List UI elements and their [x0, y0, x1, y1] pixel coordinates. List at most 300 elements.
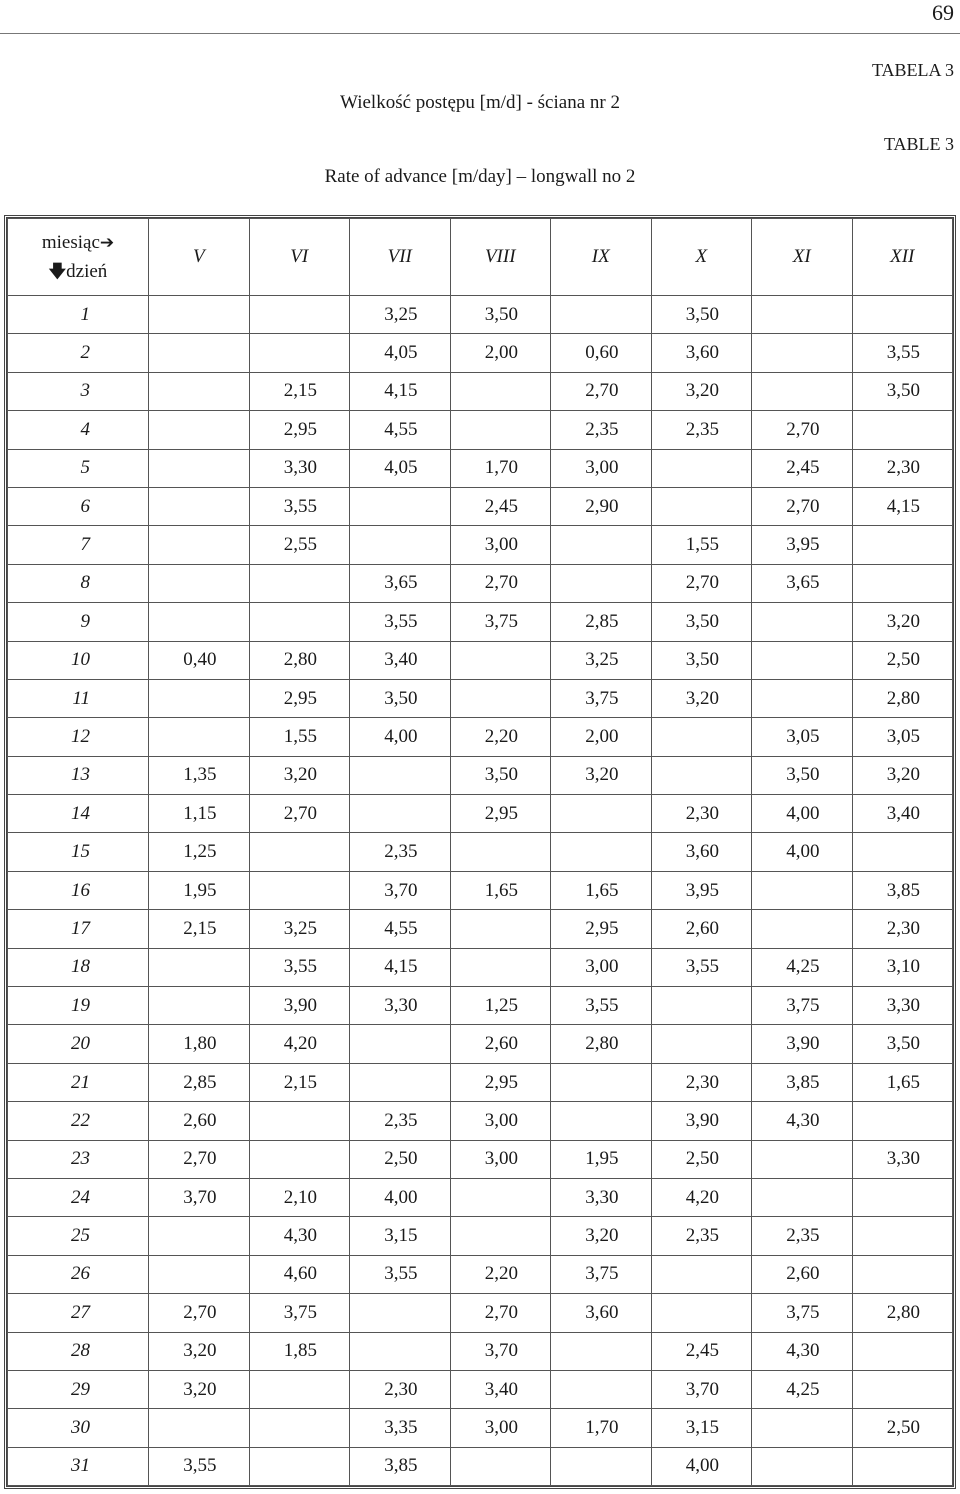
value-cell: 3,40 — [350, 641, 451, 679]
value-cell — [350, 1332, 451, 1370]
day-cell: 13 — [8, 756, 149, 794]
value-cell: 1,25 — [149, 833, 250, 871]
page-number: 69 — [932, 0, 954, 25]
table-row — [8, 1409, 953, 1447]
month-header-cell: XII — [852, 219, 953, 296]
day-cell: 20 — [8, 1025, 149, 1063]
value-cell: 4,00 — [752, 833, 853, 871]
day-cell: 15 — [8, 833, 149, 871]
value-cell: 3,75 — [752, 987, 853, 1025]
value-cell: 2,50 — [852, 1409, 953, 1447]
value-cell: 3,50 — [651, 296, 752, 334]
day-cell: 2 — [8, 334, 149, 372]
table-row — [8, 372, 953, 410]
value-cell — [551, 1063, 652, 1101]
value-cell: 3,85 — [752, 1063, 853, 1101]
value-cell: 2,35 — [651, 1217, 752, 1255]
value-cell: 4,30 — [249, 1217, 350, 1255]
value-cell — [450, 1217, 551, 1255]
value-cell: 3,70 — [651, 1370, 752, 1408]
value-cell: 3,75 — [551, 1255, 652, 1293]
table-row — [8, 1140, 953, 1178]
value-cell — [651, 449, 752, 487]
value-cell: 3,25 — [350, 296, 451, 334]
value-cell: 3,60 — [551, 1294, 652, 1332]
value-cell — [350, 795, 451, 833]
value-cell: 2,60 — [149, 1102, 250, 1140]
day-cell: 18 — [8, 948, 149, 986]
value-cell: 2,50 — [852, 641, 953, 679]
value-cell: 1,70 — [450, 449, 551, 487]
value-cell: 4,55 — [350, 411, 451, 449]
value-cell: 1,35 — [149, 756, 250, 794]
value-cell: 3,70 — [350, 871, 451, 909]
table-row — [8, 1063, 953, 1101]
value-cell: 2,30 — [350, 1370, 451, 1408]
value-cell: 1,95 — [149, 871, 250, 909]
table-row — [8, 449, 953, 487]
value-cell — [752, 679, 853, 717]
value-cell: 3,55 — [651, 948, 752, 986]
value-cell — [350, 1025, 451, 1063]
value-cell: 3,20 — [651, 372, 752, 410]
day-cell: 4 — [8, 411, 149, 449]
value-cell — [651, 987, 752, 1025]
value-cell: 2,45 — [450, 487, 551, 525]
value-cell: 4,25 — [752, 1370, 853, 1408]
day-cell: 24 — [8, 1178, 149, 1216]
value-cell: 3,50 — [852, 1025, 953, 1063]
value-cell: 4,60 — [249, 1255, 350, 1293]
value-cell — [149, 679, 250, 717]
table-row — [8, 1332, 953, 1370]
value-cell — [551, 296, 652, 334]
value-cell — [752, 910, 853, 948]
value-cell: 2,50 — [651, 1140, 752, 1178]
value-cell — [249, 564, 350, 602]
table-row — [8, 1217, 953, 1255]
month-label: miesiąc — [41, 231, 100, 253]
value-cell — [249, 871, 350, 909]
value-cell: 2,70 — [149, 1140, 250, 1178]
day-cell: 29 — [8, 1370, 149, 1408]
value-cell: 3,20 — [852, 603, 953, 641]
table-row — [8, 871, 953, 909]
value-cell: 3,10 — [852, 948, 953, 986]
arrow-down-icon: 🡇 — [48, 262, 67, 282]
value-cell — [350, 756, 451, 794]
arrow-right-icon: ➔ — [99, 232, 115, 253]
value-cell: 2,45 — [651, 1332, 752, 1370]
value-cell: 3,70 — [450, 1332, 551, 1370]
day-cell: 25 — [8, 1217, 149, 1255]
value-cell: 4,55 — [350, 910, 451, 948]
day-cell: 1 — [8, 296, 149, 334]
value-cell: 1,65 — [551, 871, 652, 909]
value-cell: 3,20 — [149, 1332, 250, 1370]
value-cell: 2,80 — [852, 1294, 953, 1332]
value-cell: 1,70 — [551, 1409, 652, 1447]
value-cell: 3,50 — [651, 641, 752, 679]
value-cell: 4,30 — [752, 1332, 853, 1370]
value-cell: 4,00 — [350, 1178, 451, 1216]
value-cell: 3,00 — [450, 1140, 551, 1178]
day-cell: 8 — [8, 564, 149, 602]
value-cell: 2,15 — [149, 910, 250, 948]
value-cell — [852, 1370, 953, 1408]
value-cell: 3,20 — [551, 1217, 652, 1255]
value-cell: 4,25 — [752, 948, 853, 986]
value-cell — [651, 718, 752, 756]
value-cell: 1,65 — [450, 871, 551, 909]
value-cell: 3,85 — [852, 871, 953, 909]
value-cell: 3,30 — [249, 449, 350, 487]
value-cell — [852, 1332, 953, 1370]
value-cell: 3,90 — [249, 987, 350, 1025]
value-cell: 3,55 — [551, 987, 652, 1025]
value-cell — [651, 1255, 752, 1293]
table-row — [8, 1294, 953, 1332]
table-row — [8, 795, 953, 833]
value-cell: 3,30 — [350, 987, 451, 1025]
value-cell: 4,05 — [350, 449, 451, 487]
day-cell: 5 — [8, 449, 149, 487]
value-cell — [149, 372, 250, 410]
value-cell: 1,80 — [149, 1025, 250, 1063]
value-cell — [249, 833, 350, 871]
value-cell: 4,00 — [752, 795, 853, 833]
value-cell: 2,20 — [450, 1255, 551, 1293]
value-cell — [149, 1409, 250, 1447]
value-cell: 4,15 — [350, 372, 451, 410]
day-cell: 10 — [8, 641, 149, 679]
value-cell — [752, 296, 853, 334]
value-cell: 4,05 — [350, 334, 451, 372]
value-cell — [350, 526, 451, 564]
day-cell: 3 — [8, 372, 149, 410]
value-cell — [450, 948, 551, 986]
value-cell: 2,35 — [551, 411, 652, 449]
value-cell — [249, 1140, 350, 1178]
value-cell: 2,70 — [651, 564, 752, 602]
value-cell — [852, 1178, 953, 1216]
value-cell: 1,55 — [651, 526, 752, 564]
value-cell — [551, 1332, 652, 1370]
value-cell — [651, 756, 752, 794]
value-cell — [350, 1294, 451, 1332]
month-header-cell: VII — [350, 219, 451, 296]
month-header-cell: VIII — [450, 219, 551, 296]
value-cell — [249, 1370, 350, 1408]
table-body — [8, 296, 953, 1486]
value-cell — [651, 487, 752, 525]
day-cell: 26 — [8, 1255, 149, 1293]
value-cell — [149, 296, 250, 334]
value-cell: 3,25 — [551, 641, 652, 679]
value-cell — [450, 641, 551, 679]
table-row — [8, 564, 953, 602]
value-cell: 3,55 — [852, 334, 953, 372]
table-row — [8, 1102, 953, 1140]
value-cell: 3,75 — [551, 679, 652, 717]
day-cell: 6 — [8, 487, 149, 525]
value-cell — [249, 1447, 350, 1485]
value-cell — [551, 1102, 652, 1140]
value-cell — [249, 1409, 350, 1447]
value-cell: 2,60 — [651, 910, 752, 948]
table-row — [8, 679, 953, 717]
day-cell: 7 — [8, 526, 149, 564]
value-cell: 3,85 — [350, 1447, 451, 1485]
value-cell: 2,70 — [450, 564, 551, 602]
value-cell: 2,35 — [752, 1217, 853, 1255]
corner-header-cell — [8, 219, 149, 296]
value-cell: 3,20 — [249, 756, 350, 794]
value-cell — [551, 1370, 652, 1408]
value-cell — [450, 910, 551, 948]
value-cell: 2,15 — [249, 1063, 350, 1101]
value-cell — [149, 487, 250, 525]
value-cell — [651, 1025, 752, 1063]
value-cell: 3,75 — [450, 603, 551, 641]
value-cell: 4,20 — [651, 1178, 752, 1216]
value-cell: 3,65 — [350, 564, 451, 602]
tabela-label: TABELA 3 — [871, 60, 954, 80]
value-cell: 3,90 — [651, 1102, 752, 1140]
value-cell: 2,30 — [651, 795, 752, 833]
value-cell — [752, 1409, 853, 1447]
value-cell — [551, 526, 652, 564]
value-cell: 2,95 — [450, 1063, 551, 1101]
value-cell — [249, 603, 350, 641]
day-cell: 11 — [8, 679, 149, 717]
value-cell — [149, 564, 250, 602]
value-cell — [149, 449, 250, 487]
value-cell: 2,30 — [651, 1063, 752, 1101]
value-cell — [249, 1102, 350, 1140]
value-cell: 3,75 — [752, 1294, 853, 1332]
value-cell: 3,50 — [651, 603, 752, 641]
month-header-cell: X — [651, 219, 752, 296]
month-header-cell: IX — [551, 219, 652, 296]
table-row — [8, 1447, 953, 1485]
value-cell: 2,70 — [249, 795, 350, 833]
value-cell: 4,20 — [249, 1025, 350, 1063]
value-cell — [249, 334, 350, 372]
value-cell: 3,60 — [651, 334, 752, 372]
value-cell: 2,35 — [350, 833, 451, 871]
value-cell: 0,40 — [149, 641, 250, 679]
day-header — [8, 257, 148, 286]
table-row — [8, 948, 953, 986]
value-cell: 2,95 — [249, 679, 350, 717]
value-cell — [852, 1447, 953, 1485]
value-cell: 2,95 — [249, 411, 350, 449]
value-cell: 2,00 — [551, 718, 652, 756]
header-rule — [0, 33, 960, 34]
value-cell: 2,85 — [149, 1063, 250, 1101]
value-cell — [350, 1063, 451, 1101]
value-cell: 3,35 — [350, 1409, 451, 1447]
value-cell: 3,50 — [450, 756, 551, 794]
value-cell: 1,25 — [450, 987, 551, 1025]
value-cell — [551, 795, 652, 833]
value-cell — [752, 603, 853, 641]
value-cell: 3,90 — [752, 1025, 853, 1063]
value-cell — [450, 1447, 551, 1485]
value-cell — [249, 296, 350, 334]
month-header — [8, 228, 148, 257]
value-cell: 3,20 — [852, 756, 953, 794]
value-cell: 3,50 — [350, 679, 451, 717]
table-row — [8, 910, 953, 948]
value-cell: 3,05 — [752, 718, 853, 756]
value-cell — [752, 334, 853, 372]
day-cell: 19 — [8, 987, 149, 1025]
table-row — [8, 487, 953, 525]
data-table-frame — [4, 215, 956, 1489]
value-cell — [852, 1255, 953, 1293]
value-cell: 3,15 — [651, 1409, 752, 1447]
value-cell: 3,55 — [249, 487, 350, 525]
value-cell: 2,95 — [450, 795, 551, 833]
value-cell: 3,70 — [149, 1178, 250, 1216]
value-cell — [450, 1178, 551, 1216]
table-row — [8, 1255, 953, 1293]
month-header-cell: XI — [752, 219, 853, 296]
value-cell: 3,00 — [551, 449, 652, 487]
value-cell: 2,35 — [350, 1102, 451, 1140]
value-cell: 2,55 — [249, 526, 350, 564]
value-cell: 3,30 — [852, 987, 953, 1025]
day-cell: 9 — [8, 603, 149, 641]
value-cell — [852, 833, 953, 871]
value-cell: 0,60 — [551, 334, 652, 372]
value-cell: 2,60 — [450, 1025, 551, 1063]
value-cell: 3,40 — [852, 795, 953, 833]
value-cell: 2,10 — [249, 1178, 350, 1216]
title-polish: Wielkość postępu [m/d] - ściana nr 2 — [340, 92, 620, 113]
value-cell: 1,65 — [852, 1063, 953, 1101]
value-cell: 4,15 — [852, 487, 953, 525]
value-cell: 2,30 — [852, 910, 953, 948]
value-cell: 2,50 — [350, 1140, 451, 1178]
day-cell: 17 — [8, 910, 149, 948]
value-cell — [149, 603, 250, 641]
value-cell: 1,55 — [249, 718, 350, 756]
value-cell: 2,80 — [551, 1025, 652, 1063]
value-cell: 3,30 — [852, 1140, 953, 1178]
value-cell — [551, 1447, 652, 1485]
day-cell: 31 — [8, 1447, 149, 1485]
value-cell — [149, 1255, 250, 1293]
value-cell: 3,15 — [350, 1217, 451, 1255]
day-cell: 14 — [8, 795, 149, 833]
value-cell: 2,20 — [450, 718, 551, 756]
value-cell — [551, 833, 652, 871]
day-cell: 22 — [8, 1102, 149, 1140]
day-cell: 27 — [8, 1294, 149, 1332]
value-cell: 3,50 — [450, 296, 551, 334]
value-cell: 3,55 — [350, 603, 451, 641]
value-cell: 2,90 — [551, 487, 652, 525]
value-cell — [651, 1294, 752, 1332]
value-cell — [752, 871, 853, 909]
value-cell: 2,15 — [249, 372, 350, 410]
value-cell: 3,00 — [551, 948, 652, 986]
value-cell: 3,20 — [651, 679, 752, 717]
value-cell — [752, 1140, 853, 1178]
value-cell: 2,95 — [551, 910, 652, 948]
value-cell — [149, 526, 250, 564]
value-cell — [149, 1217, 250, 1255]
value-cell — [450, 833, 551, 871]
value-cell: 3,50 — [752, 756, 853, 794]
table-row — [8, 411, 953, 449]
value-cell — [450, 411, 551, 449]
value-cell: 3,95 — [651, 871, 752, 909]
value-cell — [149, 411, 250, 449]
table-row — [8, 526, 953, 564]
value-cell: 2,70 — [752, 411, 853, 449]
value-cell — [852, 1102, 953, 1140]
value-cell — [752, 372, 853, 410]
day-cell: 16 — [8, 871, 149, 909]
day-cell: 12 — [8, 718, 149, 756]
table-row — [8, 833, 953, 871]
table-label: TABLE 3 — [883, 134, 954, 154]
value-cell — [752, 1178, 853, 1216]
day-cell: 30 — [8, 1409, 149, 1447]
value-cell: 3,40 — [450, 1370, 551, 1408]
value-cell: 3,95 — [752, 526, 853, 564]
value-cell: 2,60 — [752, 1255, 853, 1293]
value-cell: 2,80 — [852, 679, 953, 717]
table-row — [8, 1025, 953, 1063]
value-cell: 3,55 — [149, 1447, 250, 1485]
value-cell: 3,20 — [551, 756, 652, 794]
table-row — [8, 1370, 953, 1408]
value-cell: 1,95 — [551, 1140, 652, 1178]
value-cell — [752, 1447, 853, 1485]
value-cell: 1,85 — [249, 1332, 350, 1370]
value-cell — [551, 564, 652, 602]
value-cell: 3,05 — [852, 718, 953, 756]
month-header-cell: VI — [249, 219, 350, 296]
value-cell — [852, 411, 953, 449]
value-cell — [149, 948, 250, 986]
value-cell: 2,70 — [450, 1294, 551, 1332]
table-row — [8, 603, 953, 641]
value-cell: 2,30 — [852, 449, 953, 487]
title-english: Rate of advance [m/day] – longwall no 2 — [324, 166, 636, 187]
value-cell: 2,70 — [149, 1294, 250, 1332]
table-row — [8, 296, 953, 334]
day-cell: 23 — [8, 1140, 149, 1178]
month-header-cell: V — [149, 219, 250, 296]
value-cell: 1,15 — [149, 795, 250, 833]
value-cell: 3,65 — [752, 564, 853, 602]
table-row — [8, 334, 953, 372]
value-cell — [450, 372, 551, 410]
value-cell — [350, 487, 451, 525]
value-cell: 4,00 — [350, 718, 451, 756]
value-cell: 4,00 — [651, 1447, 752, 1485]
value-cell: 3,55 — [350, 1255, 451, 1293]
value-cell: 3,60 — [651, 833, 752, 871]
value-cell — [149, 987, 250, 1025]
value-cell: 3,00 — [450, 1409, 551, 1447]
